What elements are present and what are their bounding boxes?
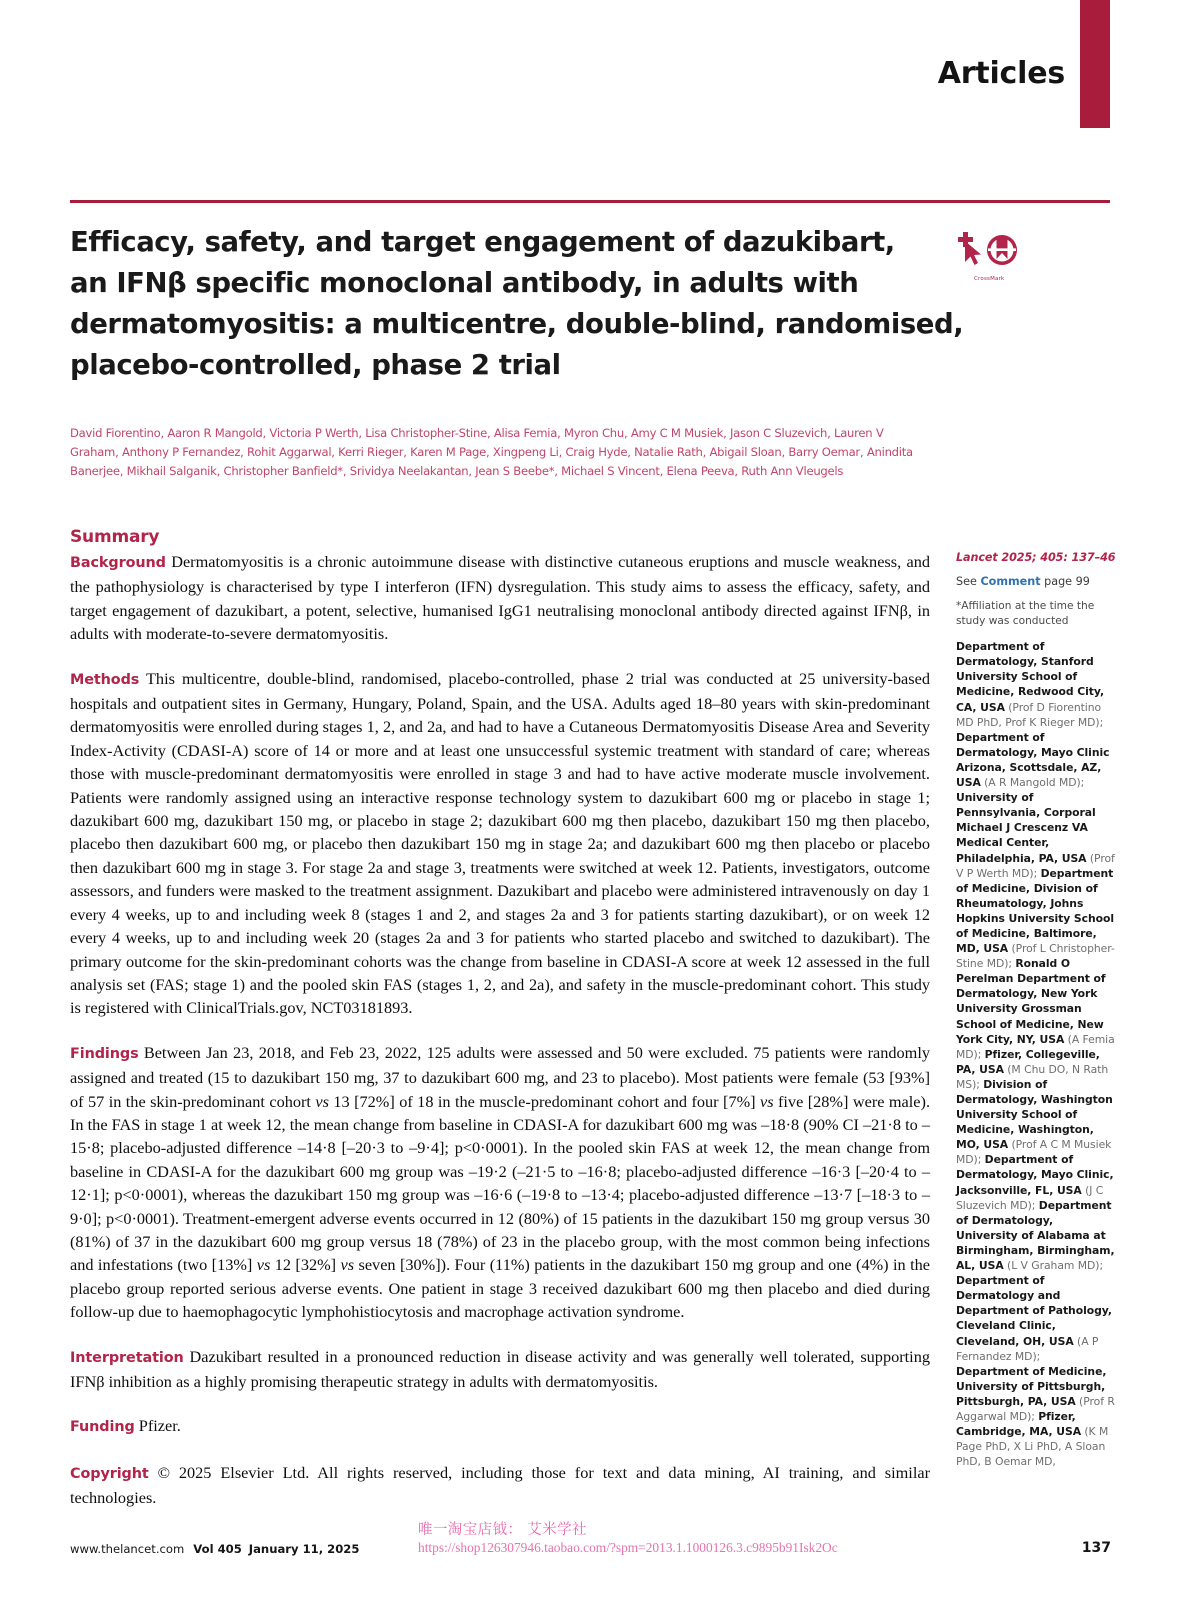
abstract-background (70, 550, 930, 646)
crossmark-icon (952, 228, 1022, 278)
versus-token: vs (340, 1255, 355, 1275)
page-number: 137 (1081, 1540, 1111, 1556)
versus-token: vs (760, 1091, 774, 1111)
comment-prefix: See (956, 575, 981, 588)
affiliation-authors: (Prof L Christopher-Stine MD); (956, 942, 1115, 971)
affiliation-authors: (Prof A C M Musiek MD); (956, 1138, 1112, 1167)
abstract-interpretation-label: Interpretation (70, 1349, 184, 1366)
versus-token: vs (315, 1091, 329, 1111)
affiliation-institution: University of Pennsylvania, Corporal Michael J Crescenz VA Medical Center, Philadelphia, PA, USA (956, 791, 1096, 865)
affiliation-institution: Department of Medicine, University of Pittsburgh, Pittsburgh, PA, USA (956, 1364, 1107, 1408)
abstract-funding-text: Pfizer. (138, 1416, 181, 1436)
affiliation-footnote: *Affiliation at the time the study was conducted (956, 600, 1095, 627)
affiliation-institution: Department of Dermatology and Department of Pathology, Cleveland Clinic, Cleveland, OH, USA (956, 1274, 1112, 1348)
sidebar (956, 550, 1116, 1469)
linked-comment (956, 574, 1116, 589)
abstract-background-text: Dermatomyositis is a chronic autoimmune disease with distinctive cutaneous eruptions and muscle weakness, and the pathophysiology is characterised by type I interferon (IFN) dysregulation. This study aims to assess the efficacy, safety, and target engagement of dazukibart, a potent, selective, humanised IgG1 neutralising monoclonal antibody directed against IFNβ, in adults with moderate-to-severe dermatomyositis. (70, 552, 931, 644)
page-header (0, 0, 1200, 200)
affiliation-authors: (Prof V P Werth MD); (956, 851, 1115, 880)
affiliation-authors: (A R Mangold MD); (980, 776, 1085, 790)
abstract-funding-label: Funding (70, 1419, 135, 1436)
affiliation-institution: Department of Dermatology, Stanford University School of Medicine, Redwood City, CA, USA (956, 640, 1105, 714)
title-line-2: an IFNβ specific monoclonal antibody, in adults with (70, 267, 859, 299)
abstract-findings (70, 1041, 930, 1324)
affiliation-institution: Pfizer, Cambridge, MA, USA (956, 1409, 1082, 1439)
author-list: David Fiorentino, Aaron R Mangold, Victoria P Werth, Lisa Christopher-Stine, Alisa Femia, Myron Chu, Amy C M Musiek, Jason C Sluzevich, Lauren V Graham, Anthony P Fernandez, Rohit Aggarwal, Kerri Rieger, Karen M Page, Xingpeng Li, Craig Hyde, Natalie Rath, Abigail Sloan, Barry Oemar, Anindita Banerjee, Mikhail Salganik, Christopher Banfield*, Srividya Neelakantan, Jean S Beebe*, Michael S Vincent, Elena Peeva, Ruth Ann Vleugels (70, 426, 913, 479)
title-line-4: placebo-controlled, phase 2 trial (70, 349, 561, 381)
affiliation-institution: Department of Dermatology, University of Alabama at Birmingham, Birmingham, AL, USA (956, 1198, 1115, 1273)
affiliation-institution: Ronald O Perelman Department of Dermatology, New York University Grossman School of Medicine, New York City, NY, USA (956, 957, 1106, 1046)
abstract-interpretation-text: Dazukibart resulted in a pronounced reduction in disease activity and was generally well tolerated, supporting IFNβ inhibition as a highly promising therapeutic strategy in adults with dermatomyositis. (70, 1346, 930, 1391)
abstract-methods (70, 667, 930, 1020)
comment-suffix: page 99 (1040, 575, 1090, 588)
affiliation-authors: (J C Sluzevich MD); (956, 1183, 1104, 1212)
header-accent-tab (1080, 0, 1110, 128)
abstract-findings-text: Between Jan 23, 2018, and Feb 23, 2022, 125 adults were assessed and 50 were excluded. 75 patients were randomly assigned and treated (15 to dazukibart 150 mg, 37 to dazukibart 600 mg, and 23 to placebo). Most patients were female (53 [93%] of 57 in the skin-predominant cohort vs 13 [72%] of 18 in the muscle-predominant cohort and four [7%] vs five [28%] were male). In the FAS in stage 1 at week 12, the mean change from baseline in CDASI-A for dazukibart 600 mg was –18·8 (90% CI –21·8 to –15·8; placebo-adjusted difference –14·8 [–20·3 to –9·4]; p<0·0001). In the pooled skin FAS at week 12, the mean change from baseline in CDASI-A for the dazukibart 600 mg group was –19·2 (–21·5 to –16·8; placebo-adjusted difference –16·3 [–20·4 to –12·1]; p<0·0001), whereas the dazukibart 150 mg group was –16·6 (–19·8 to –13·4; placebo-adjusted difference –13·7 [–18·3 to –9·0]; p<0·0001). Treatment-emergent adverse events occurred in 12 (80%) of 15 patients in the dazukibart 150 mg group versus 30 (81%) of 37 in the dazukibart 600 mg group versus 18 (78%) of 23 in the placebo group, with the most common being infections and infestations (two [13%] vs 12 [32%] vs seven [30%]). Four (11%) patients in the dazukibart 150 mg group and one (4%) in the placebo group reported serious adverse events. One patient in stage 3 received dazukibart 600 mg then placebo and died during follow-up due to haemophagocytic lymphohistiocytosis and macrophage activation syndrome. (70, 1042, 931, 1322)
abstract-methods-text: This multicentre, double-blind, randomised, placebo-controlled, phase 2 trial was conducted at 25 university-based hospitals and outpatient sites in Germany, Hungary, Poland, Spain, and the USA. Adults aged 18–80 years with skin-predominant dermatomyositis were enrolled during stages 1, 2, and 2a, and had to have a Cutaneous Dermatomyositis Disease Area and Severity Index-Activity (CDASI-A) score of 14 or more and at least one unsuccessful systemic treatment with standard of care; whereas those with muscle-predominant dermatomyositis were enrolled in stage 3 and had to have active moderate muscle involvement. Patients were randomly assigned using an interactive response technology system to dazukibart 600 mg or placebo in stage 1; dazukibart 600 mg, dazukibart 150 mg, or placebo in stage 2; dazukibart 600 mg then placebo, dazukibart 150 mg then placebo, placebo then dazukibart 600 mg, or placebo then dazukibart 150 mg in stage 2a; and dazukibart 600 mg then placebo or placebo then dazukibart 600 mg in stage 3. For stage 2a and stage 3, treatments were switched at week 12. Patients, investigators, outcome assessors, and funders were masked to the treatment assignment. Dazukibart and placebo were administered intravenously on day 1 every 4 weeks, up to and including week 8 (stages 1 and 2, and stages 2a and 3 for patients starting dazukibart), or on week 12 every 4 weeks, up to and including week 20 (stages 2a and 3 for patients who started placebo and switched to dazukibart). The primary outcome for the skin-predominant cohorts was the change from baseline in CDASI-A score at week 12 assessed in the full analysis set (FAS; stage 1) and the pooled skin FAS (stages 1, 2, and 2a), and safety in the muscle-predominant cohort. This study is registered with ClinicalTrials.gov, NCT03181893. (70, 668, 930, 1018)
affiliation-institution: Department of Dermatology, Mayo Clinic Arizona, Scottsdale, AZ, USA (956, 730, 1110, 790)
title-line-3: dermatomyositis: a multicentre, double-blind, randomised, (70, 308, 964, 340)
abstract-copyright (70, 1461, 930, 1510)
abstract-background-label: Background (70, 555, 166, 571)
section-label: Articles (937, 56, 1065, 91)
affiliation-institution: Department of Dermatology, Mayo Clinic, Jacksonville, FL, USA (956, 1153, 1114, 1197)
affiliation-authors: (A P Fernandez MD); (956, 1334, 1099, 1363)
affiliation-authors: (A Femia MD); (956, 1032, 1115, 1061)
affiliation-authors: (Prof R Aggarwal MD); (956, 1394, 1115, 1423)
watermark-shop-url: https://shop126307946.taobao.com/?spm=2013.1.1000126.3.c9895b91Isk2Oc (418, 1540, 838, 1555)
abstract-copyright-text: © 2025 Elsevier Ltd. All rights reserved, including those for text and data mining, AI training, and similar technologies. (70, 1462, 930, 1508)
versus-token: vs (256, 1255, 271, 1275)
abstract-methods-label: Methods (70, 671, 140, 688)
footer-meta (70, 1542, 359, 1556)
journal-volume: Vol 405 (193, 1542, 242, 1556)
abstract-copyright-label: Copyright (70, 1465, 149, 1482)
crossmark-badge[interactable] (952, 228, 1022, 290)
summary-section (70, 527, 930, 1510)
affiliation-authors: (Prof D Fiorentino MD PhD, Prof K Rieger MD); (956, 700, 1104, 729)
comment-link[interactable]: Comment (980, 575, 1041, 588)
affiliation-authors: (L V Graham MD); (1003, 1259, 1104, 1273)
journal-citation: Lancet 2025; 405: 137–46 (956, 551, 1116, 564)
affiliation-institution: Pfizer, Collegeville, PA, USA (956, 1047, 1100, 1076)
page-title (70, 222, 964, 386)
affiliation-institution: Division of Dermatology, Washington University School of Medicine, Washington, MO, USA (956, 1077, 1113, 1152)
abstract-findings-label: Findings (70, 1045, 139, 1062)
affiliation-list (956, 639, 1116, 1469)
affiliation-institution: Department of Medicine, Division of Rheumatology, Johns Hopkins University School of Medicine, Baltimore, MD, USA (956, 866, 1115, 956)
summary-heading: Summary (70, 527, 160, 547)
abstract-funding (70, 1414, 930, 1439)
affiliation-authors: (M Chu DO, N Rath MS); (956, 1062, 1109, 1091)
issue-date: January 11, 2025 (248, 1542, 360, 1556)
crossmark-caption: CrossMark (974, 276, 1005, 282)
watermark-overlay (418, 1518, 958, 1556)
affiliation-authors: (K M Page PhD, X Li PhD, A Sloan PhD, B Oemar MD, (956, 1425, 1109, 1469)
title-line-1: Efficacy, safety, and target engagement of dazukibart, (70, 226, 895, 258)
journal-url[interactable]: www.thelancet.com (70, 1542, 185, 1556)
watermark-shop-name: 唯一淘宝店钺： 艾米学社 (418, 1522, 846, 1538)
header-divider (70, 200, 1110, 203)
abstract-interpretation (70, 1345, 930, 1394)
